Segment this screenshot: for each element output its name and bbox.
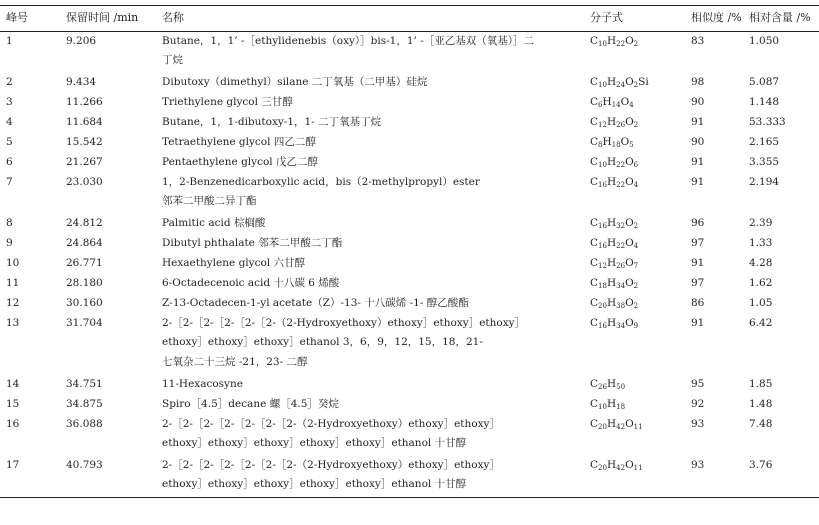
table-row [0, 234, 819, 254]
similarity: 95 [691, 377, 705, 390]
retention-time: 9.434 [66, 75, 97, 88]
retention-time: 36.088 [66, 417, 103, 430]
relative-content: 1.33 [749, 236, 773, 249]
peak-number: 10 [6, 256, 20, 269]
similarity: 93 [685, 456, 743, 498]
peak-number: 9 [6, 236, 13, 249]
compound-name-line: Hexaethylene glycol 六甘醇 [162, 256, 305, 269]
peak-number: 11 [6, 276, 20, 289]
similarity: 90 [691, 135, 705, 148]
peak-number: 5 [6, 135, 13, 148]
relative-content: 2.39 [749, 216, 773, 229]
similarity: 97 [691, 276, 705, 289]
relative-content: 3.76 [743, 456, 819, 498]
molecular-formula: $C_8H_{18}O_5$ [590, 135, 634, 149]
peak-number: 2 [6, 75, 13, 88]
table-row [0, 73, 819, 93]
peak-number: 15 [6, 397, 20, 410]
compound-name [156, 234, 584, 254]
table-row [0, 153, 819, 173]
compound-name-line: ethoxy］ethoxy］ethoxy］ethanol 3，6，9，12，15，18，21- [162, 336, 483, 348]
molecular-formula: $C_{20}H_{42}O_{11}$ [590, 417, 643, 431]
header-relative-content: 相对含量 /% [743, 6, 819, 32]
peak-number: 12 [6, 296, 20, 309]
relative-content: 2.165 [749, 135, 780, 148]
table-row [0, 254, 819, 274]
compound-name [156, 133, 584, 153]
compound-name [156, 113, 584, 133]
compound-name [156, 294, 584, 314]
similarity: 91 [691, 175, 705, 188]
compound-name [156, 31, 584, 73]
header-name: 名称 [156, 6, 584, 32]
table-row [0, 294, 819, 314]
compound-name-line: Butane，1，1-dibutoxy-1，1- 二丁氧基丁烷 [162, 115, 382, 128]
peak-number: 3 [6, 95, 13, 108]
similarity: 91 [691, 115, 705, 128]
relative-content: 1.48 [749, 397, 773, 410]
retention-time: 34.875 [66, 397, 103, 410]
header-row [0, 6, 819, 32]
compound-name-line: 2-［2-［2-［2-［2-［2-（2-Hydroxyethoxy）ethoxy］ethoxy］ethoxy］ [162, 316, 526, 329]
retention-time: 11.266 [66, 95, 103, 108]
compound-name-line: Dibutoxy（dimethyl）silane 二丁氧基（二甲基）硅烷 [162, 75, 428, 88]
table-row [0, 214, 819, 234]
compound-name-line: Z-13-Octadecen-1-yl acetate（Z）-13- 十八碳烯 -1- 醇乙酸酯 [162, 296, 469, 309]
relative-content: 1.050 [749, 34, 780, 47]
compound-name [156, 314, 584, 375]
compound-name-line: Dibutyl phthalate 邻苯二甲酸二丁酯 [162, 236, 343, 249]
relative-content: 5.087 [749, 75, 780, 88]
molecular-formula: $C_{10}H_{22}O_6$ [590, 155, 639, 169]
similarity: 98 [691, 75, 705, 88]
compound-name-line: 七氧杂二十三烷 -21，23- 二醇 [162, 355, 308, 368]
peak-number: 16 [6, 417, 20, 430]
retention-time: 9.206 [66, 34, 97, 47]
compound-name-line: Butane，1，1’ -［ethylidenebis（oxy）］bis-1，1’ -［亚乙基双（氧基）］二 [162, 34, 535, 47]
molecular-formula: $C_{20}H_{42}O_{11}$ [584, 456, 685, 498]
retention-time: 15.542 [66, 135, 103, 148]
compound-name [156, 395, 584, 415]
compound-name-line: Palmitic acid 棕榈酸 [162, 216, 266, 229]
compound-name [156, 93, 584, 113]
retention-time: 26.771 [66, 256, 103, 269]
peak-number: 14 [6, 377, 20, 390]
peak-number: 7 [6, 175, 13, 188]
molecular-formula: $C_{16}H_{32}O_2$ [590, 216, 639, 230]
molecular-formula: $C_6H_{14}O_4$ [590, 95, 634, 109]
molecular-formula: $C_{10}H_{22}O_2$ [590, 34, 639, 48]
compound-name-line: Pentaethylene glycol 戊乙二醇 [162, 155, 318, 168]
similarity: 83 [691, 34, 705, 47]
relative-content: 1.85 [749, 377, 773, 390]
relative-content: 7.48 [749, 417, 773, 430]
compound-name-line: Triethylene glycol 三甘醇 [162, 95, 293, 108]
compound-name [156, 415, 584, 456]
compound-table [0, 5, 819, 498]
compound-name [156, 73, 584, 93]
relative-content: 3.355 [749, 155, 780, 168]
retention-time: 34.751 [66, 377, 103, 390]
relative-content: 4.28 [749, 256, 773, 269]
peak-number: 6 [6, 155, 13, 168]
molecular-formula: $C_{10}H_{18}$ [590, 397, 626, 411]
table-row [0, 93, 819, 113]
compound-name-line: ethoxy］ethoxy］ethoxy］ethoxy］ethoxy］ethanol 十甘醇 [162, 437, 467, 449]
similarity: 96 [691, 216, 705, 229]
compound-name-line: 1，2-Benzenedicarboxylic acid，bis（2-methylpropyl）ester [162, 175, 480, 188]
compound-name-line: 邻苯二甲酸二异丁酯 [162, 195, 257, 207]
relative-content: 1.05 [749, 296, 773, 309]
retention-time: 40.793 [60, 456, 156, 498]
compound-name [156, 274, 584, 294]
compound-name-line: Tetraethylene glycol 四乙二醇 [162, 135, 316, 148]
retention-time: 21.267 [66, 155, 103, 168]
molecular-formula: $C_{16}H_{34}O_9$ [590, 316, 639, 330]
table-row [0, 375, 819, 395]
molecular-formula: $C_{16}H_{22}O_4$ [590, 175, 639, 189]
similarity: 92 [691, 397, 705, 410]
compound-name-line: 丁烷 [162, 54, 183, 66]
molecular-formula: $C_{12}H_{26}O_2$ [590, 115, 639, 129]
compound-name-line: 6-Octadecenoic acid 十八碳 6 烯酸 [162, 276, 340, 289]
table-row [0, 456, 819, 498]
compound-name-line: Spiro［4.5］decane 螺［4.5］癸烷 [162, 397, 339, 410]
retention-time: 23.030 [66, 175, 103, 188]
table-row [0, 31, 819, 73]
compound-name-line: 2-［2-［2-［2-［2-［2-［2-（2-Hydroxyethoxy）ethoxy］ethoxy］ [162, 458, 500, 471]
header-similarity: 相似度 /% [685, 6, 743, 32]
peak-number: 13 [6, 316, 20, 329]
similarity: 91 [691, 256, 705, 269]
compound-name [156, 214, 584, 234]
compound-name [156, 254, 584, 274]
retention-time: 24.812 [66, 216, 103, 229]
molecular-formula: $C_{20}H_{38}O_2$ [590, 296, 639, 310]
molecular-formula: $C_{16}H_{22}O_4$ [590, 236, 639, 250]
similarity: 93 [691, 417, 705, 430]
compound-name-line: 11-Hexacosyne [162, 377, 243, 390]
peak-number: 17 [0, 456, 60, 498]
table-row [0, 314, 819, 375]
table-row [0, 395, 819, 415]
retention-time: 30.160 [66, 296, 103, 309]
compound-name [156, 173, 584, 214]
header-peak: 峰号 [0, 6, 60, 32]
similarity: 90 [691, 95, 705, 108]
relative-content: 6.42 [749, 316, 773, 329]
retention-time: 31.704 [66, 316, 103, 329]
similarity: 86 [691, 296, 705, 309]
molecular-formula: $C_{26}H_{50}$ [590, 377, 626, 391]
peak-number: 4 [6, 115, 13, 128]
peak-number: 8 [6, 216, 13, 229]
retention-time: 24.864 [66, 236, 103, 249]
table-row [0, 173, 819, 214]
peak-number: 1 [6, 34, 13, 47]
similarity: 91 [691, 316, 705, 329]
compound-name [156, 375, 584, 395]
header-formula: 分子式 [584, 6, 685, 32]
molecular-formula: $C_{10}H_{24}O_2Si$ [590, 75, 649, 89]
similarity: 97 [691, 236, 705, 249]
molecular-formula: $C_{12}H_{26}O_7$ [590, 256, 639, 270]
retention-time: 28.180 [66, 276, 103, 289]
similarity: 91 [691, 155, 705, 168]
relative-content: 2.194 [749, 175, 780, 188]
header-retention-time: 保留时间 /min [60, 6, 156, 32]
compound-name-line: ethoxy］ethoxy］ethoxy］ethoxy］ethoxy］ethanol 十甘醇 [162, 478, 467, 490]
relative-content: 53.333 [749, 115, 786, 128]
table-row [0, 133, 819, 153]
compound-name-line: 2-［2-［2-［2-［2-［2-［2-（2-Hydroxyethoxy）ethoxy］ethoxy］ [162, 417, 500, 430]
table-row [0, 415, 819, 456]
compound-name [156, 153, 584, 173]
relative-content: 1.148 [749, 95, 780, 108]
retention-time: 11.684 [66, 115, 103, 128]
table-row [0, 113, 819, 133]
table-row [0, 274, 819, 294]
table-body [0, 31, 819, 497]
molecular-formula: $C_{18}H_{34}O_2$ [590, 276, 639, 290]
relative-content: 1.62 [749, 276, 773, 289]
compound-name [156, 456, 584, 498]
